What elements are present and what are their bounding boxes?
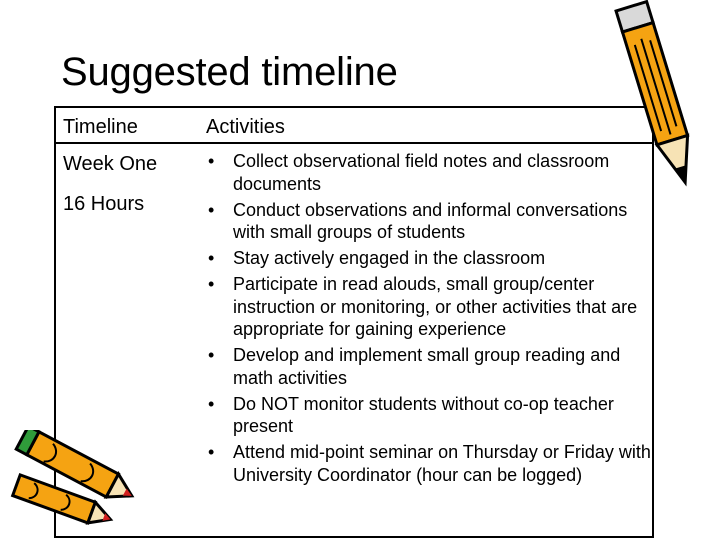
activity-text: Collect observational field notes and classroom documents [233, 151, 610, 194]
bullet-icon: • [208, 442, 215, 462]
bullet-icon: • [208, 274, 215, 294]
activity-text: Conduct observations and informal conversations with small groups of students [233, 199, 628, 242]
pencil-icon [600, 0, 720, 200]
activity-text: Do NOT monitor students without co-op teacher present [233, 393, 614, 436]
activity-text: Develop and implement small group reading and math activities [233, 345, 621, 388]
activity-item [206, 247, 651, 270]
bullet-icon: • [208, 199, 215, 220]
bullet-icon: • [208, 248, 215, 268]
crayons-icon [0, 430, 140, 530]
slide-title: Suggested timeline [61, 50, 398, 94]
bullet-icon: • [208, 151, 215, 171]
timeline-hours: 16 Hours [63, 193, 145, 215]
activities-list [206, 150, 651, 490]
header-divider [56, 142, 652, 144]
timeline-week: Week One [63, 153, 158, 175]
activity-text: Stay actively engaged in the classroom [233, 248, 546, 268]
bullet-icon: • [208, 345, 215, 365]
activity-item [206, 441, 651, 486]
activity-item [206, 393, 651, 438]
activity-item [206, 199, 651, 244]
timeline-cell [63, 153, 157, 233]
activity-item [206, 273, 651, 341]
activity-item [206, 150, 651, 195]
header-activities: Activities [206, 116, 285, 138]
timeline-table [54, 106, 654, 538]
activity-text: Attend mid-point seminar on Thursday or Friday with University Coordinator (hour can be logged) [233, 442, 651, 485]
activity-item [206, 344, 651, 389]
bullet-icon: • [208, 393, 215, 414]
activity-text: Participate in read alouds, small group/center instruction or monitoring, or other activities that are appropriate for gaining experience [233, 274, 638, 339]
header-timeline: Timeline [63, 116, 138, 138]
